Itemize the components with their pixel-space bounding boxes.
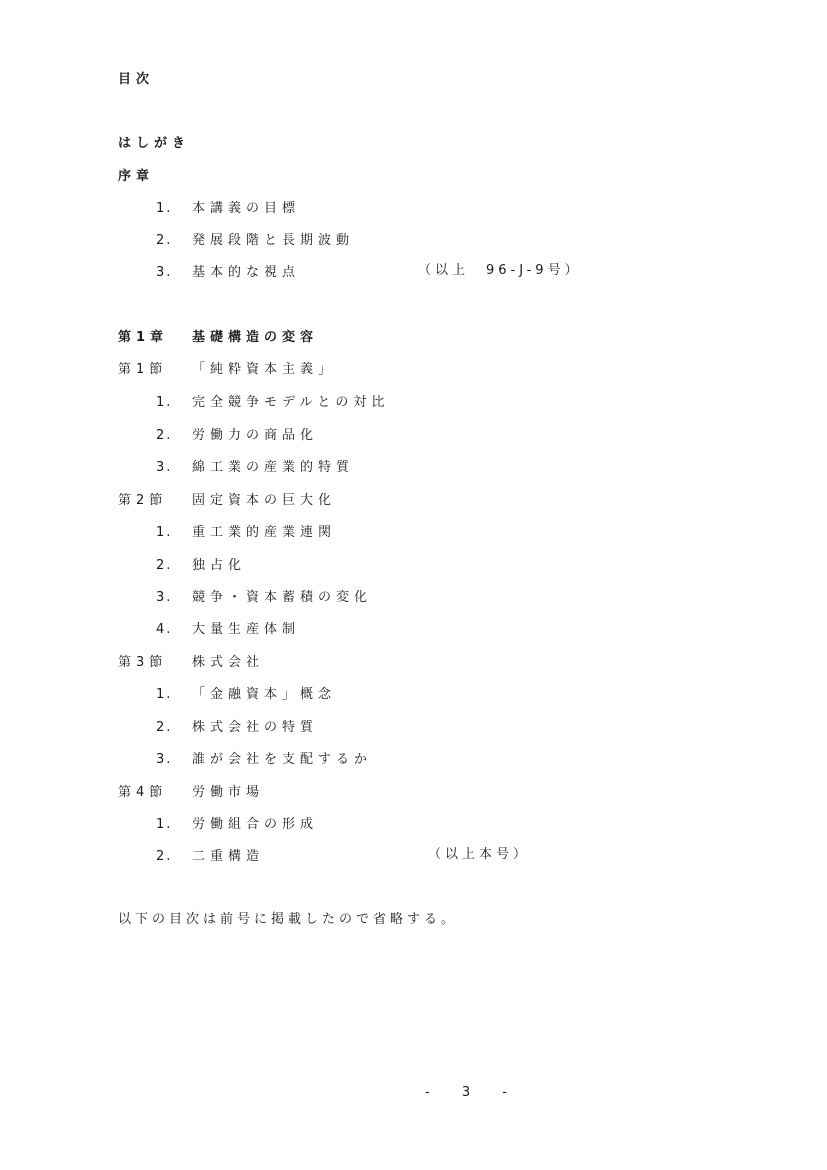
intro-note: （以上 96-J-9号）	[418, 263, 582, 278]
item-number: 2.	[156, 558, 173, 573]
section-item	[156, 460, 354, 476]
section-title: 「純粋資本主義」	[192, 362, 337, 377]
item-number: 1.	[156, 525, 173, 540]
item-number: 3.	[156, 460, 173, 475]
section-item	[156, 817, 318, 833]
item-text: 本講義の目標	[192, 201, 301, 216]
item-number: 1.	[156, 395, 173, 410]
section-number: 第2節	[118, 493, 168, 508]
section-item	[156, 720, 318, 736]
item-number: 4.	[156, 622, 173, 637]
intro-item	[156, 233, 354, 249]
item-number: 2.	[156, 233, 173, 248]
section-title: 労働市場	[192, 785, 265, 800]
item-text: 基本的な視点	[192, 265, 301, 280]
item-text: 株式会社の特質	[192, 720, 319, 735]
intro-item	[156, 265, 300, 281]
item-text: 労働組合の形成	[192, 817, 319, 832]
intro-item	[156, 201, 300, 217]
section-item	[156, 558, 246, 574]
item-text: 誰が会社を支配するか	[192, 752, 373, 767]
item-text: 大量生産体制	[192, 622, 301, 637]
item-text: 労働力の商品化	[192, 428, 319, 443]
item-number: 1.	[156, 817, 173, 832]
section-number: 第3節	[118, 655, 168, 670]
page-number: - 3 -	[425, 1085, 521, 1100]
item-number: 2.	[156, 720, 173, 735]
item-number: 2.	[156, 428, 173, 443]
section-item	[156, 428, 318, 444]
toc-title: 目次	[118, 72, 155, 87]
item-number: 1.	[156, 201, 173, 216]
item-number: 3.	[156, 752, 173, 767]
chapter-title: 基礎構造の変容	[192, 330, 319, 345]
chapter-heading	[118, 330, 318, 346]
item-text: 独占化	[192, 558, 247, 573]
item-number: 1.	[156, 687, 173, 702]
section-item	[156, 590, 372, 606]
preface-heading: はしがき	[118, 136, 191, 151]
section-heading	[118, 362, 336, 378]
item-text: 綿工業の産業的特質	[192, 460, 355, 475]
item-number: 3.	[156, 265, 173, 280]
section-title: 株式会社	[192, 655, 265, 670]
section-heading	[118, 493, 336, 509]
section-item	[156, 622, 300, 638]
item-number: 2.	[156, 849, 173, 864]
chapter-number: 第1章	[118, 330, 169, 345]
item-text: 競争・資本蓄積の変化	[192, 590, 373, 605]
section-note: （以上本号）	[428, 847, 531, 862]
footer-note: 以下の目次は前号に掲載したので省略する。	[118, 912, 459, 927]
section-heading	[118, 785, 264, 801]
intro-heading: 序章	[118, 169, 155, 184]
item-text: 完全競争モデルとの対比	[192, 395, 390, 410]
item-text: 「金融資本」概念	[192, 687, 337, 702]
section-number: 第4節	[118, 785, 168, 800]
section-item	[156, 525, 336, 541]
item-text: 発展段階と長期波動	[192, 233, 355, 248]
item-number: 3.	[156, 590, 173, 605]
section-item	[156, 687, 336, 703]
section-item	[156, 395, 389, 411]
item-text: 二重構造	[192, 849, 265, 864]
section-number: 第1節	[118, 362, 168, 377]
section-title: 固定資本の巨大化	[192, 493, 337, 508]
section-heading	[118, 655, 264, 671]
section-item	[156, 849, 264, 865]
item-text: 重工業的産業連関	[192, 525, 337, 540]
section-item	[156, 752, 372, 768]
